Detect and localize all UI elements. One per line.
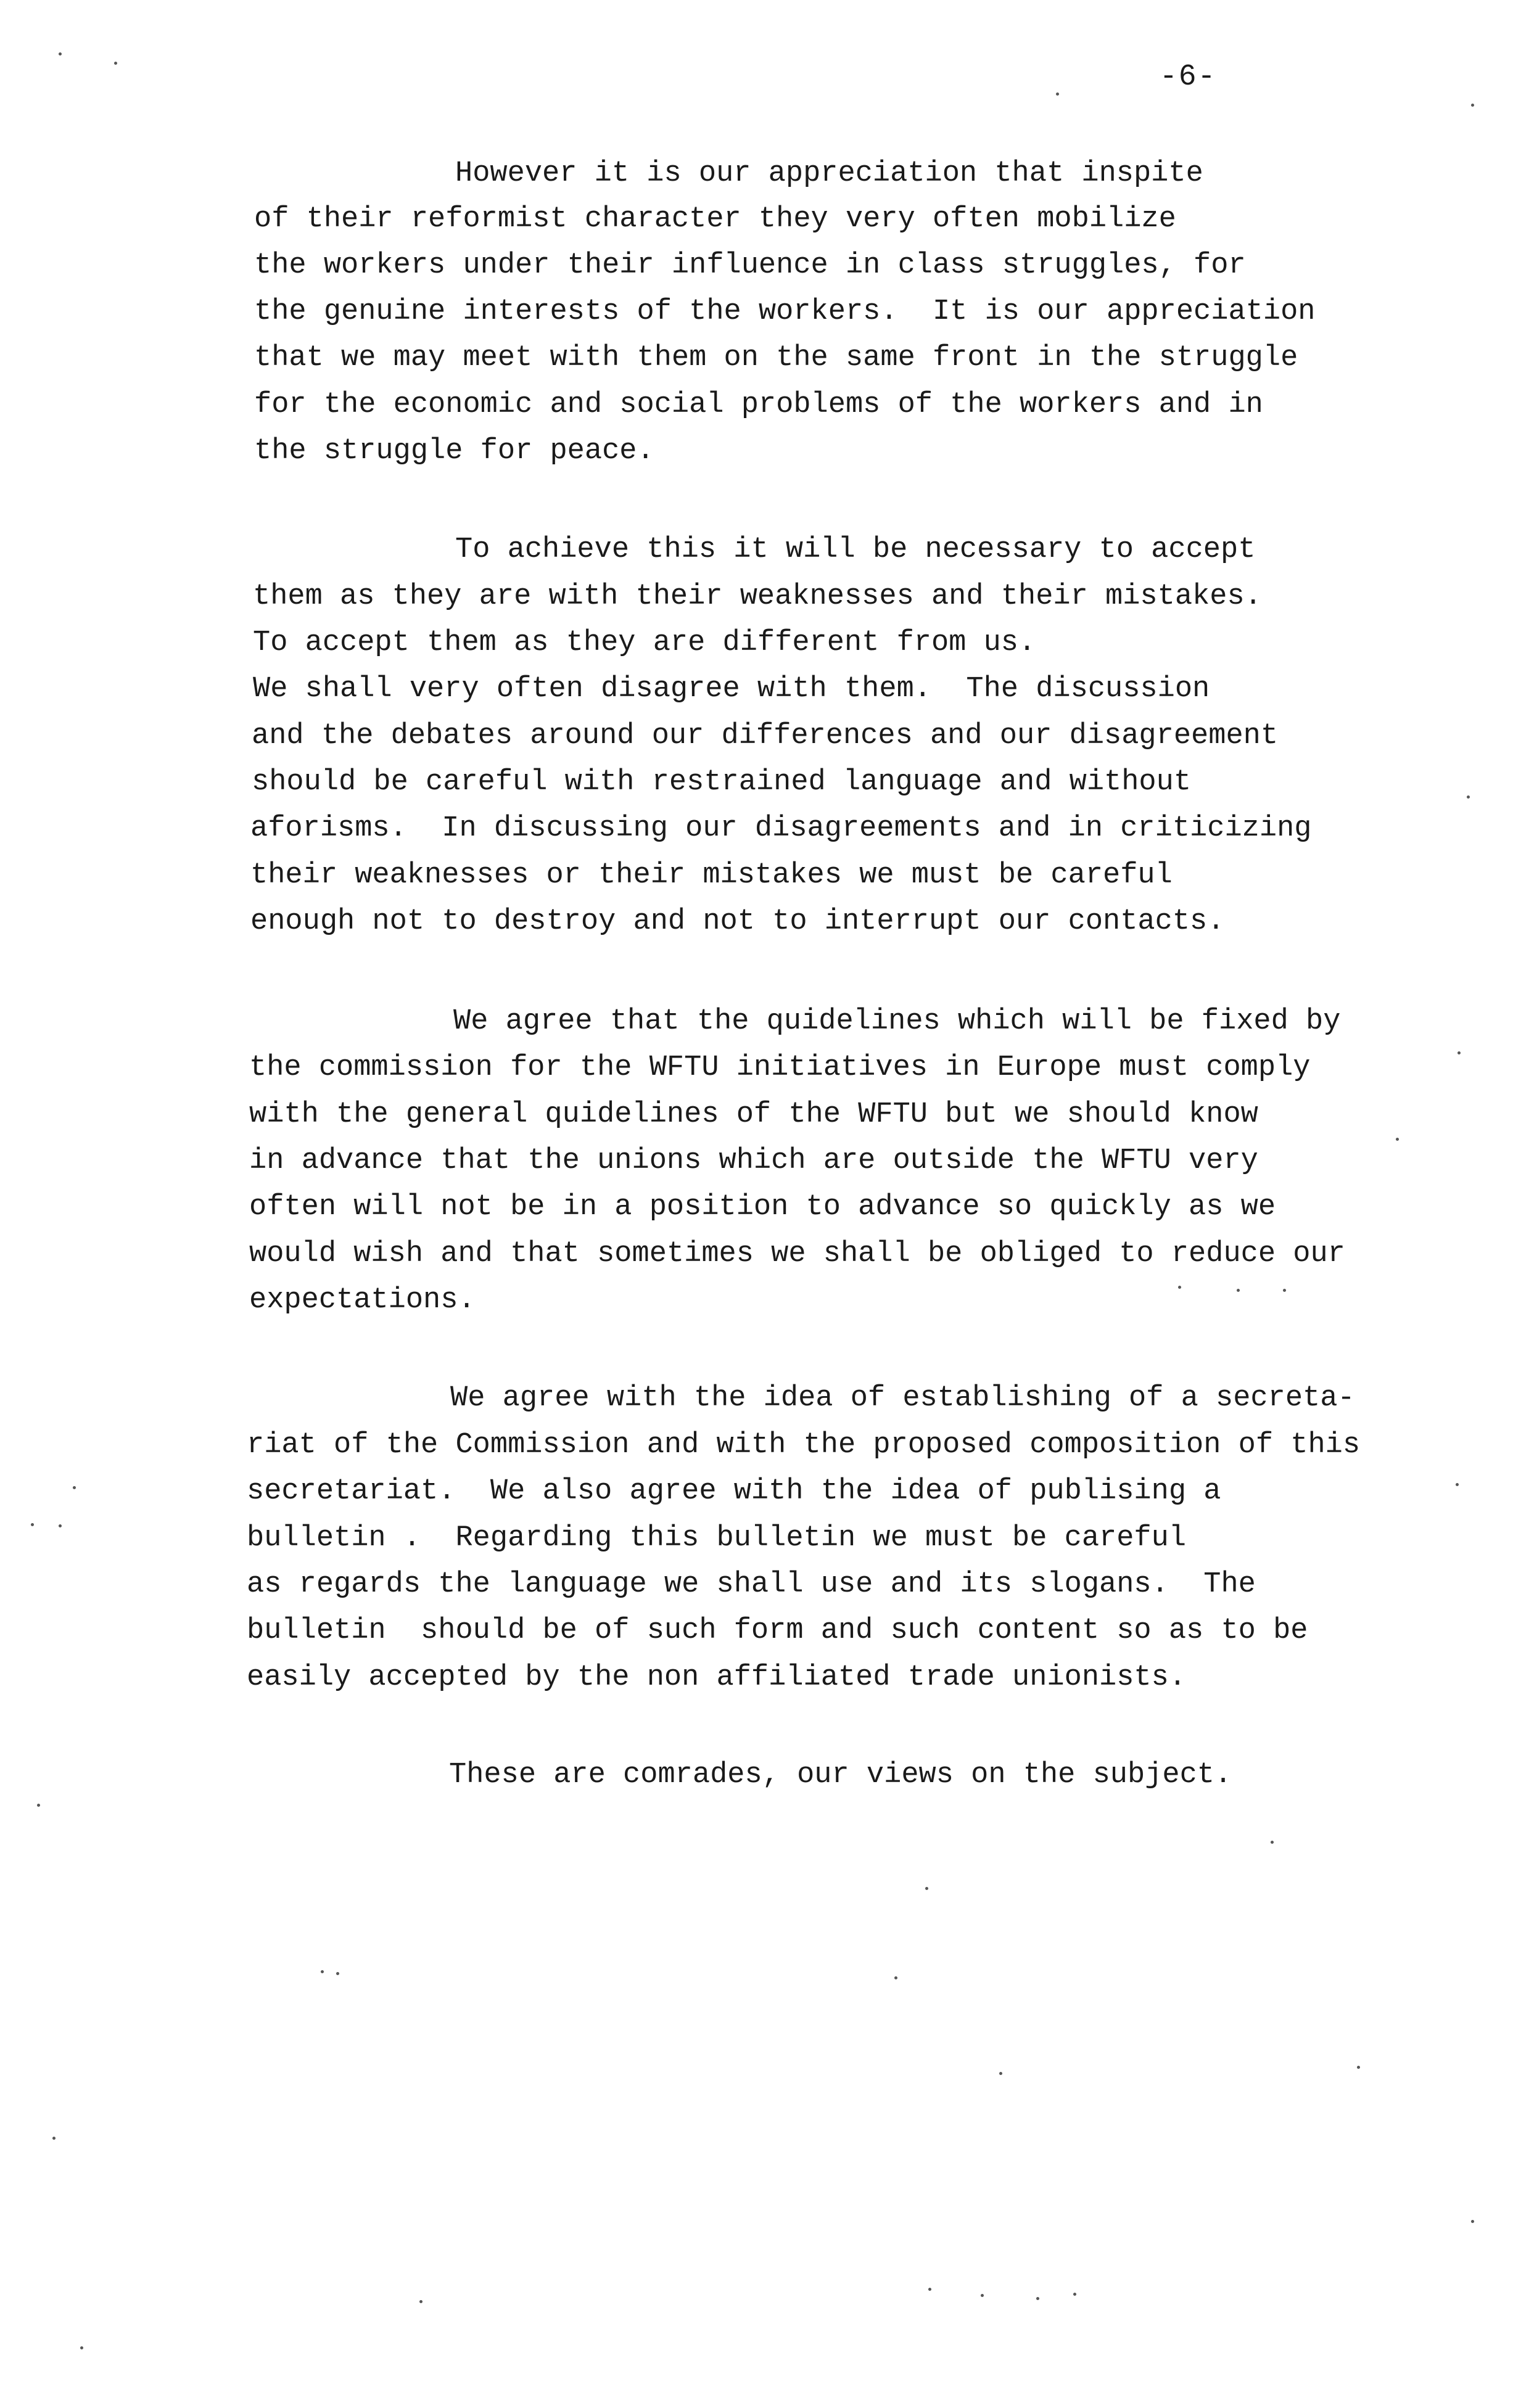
scan-speck [928,2288,931,2291]
scan-speck [1357,2066,1360,2069]
scan-speck [59,52,62,55]
paragraph-line: We agree that the quidelines which will be fixed by [453,1005,1341,1038]
paragraph-line: of their reformist character they very often mobilize [254,203,1176,236]
paragraph-line: These are comrades, our views on the subject. [449,1759,1232,1791]
paragraph-line: To accept them as they are different from us. [253,627,1036,659]
paragraph-line: should be careful with restrained language and without [252,766,1192,799]
paragraph-line: the workers under their influence in class struggles, for [254,249,1246,282]
scan-speck [80,2346,83,2349]
paragraph-line: We shall very often disagree with them. The discussion [253,673,1210,705]
scan-speck [37,1804,40,1807]
scan-speck [1056,92,1059,96]
paragraph-line: We agree with the idea of establishing of a secreta- [450,1382,1355,1415]
scan-speck [1456,1483,1459,1486]
scan-speck [1073,2293,1076,2296]
scan-speck [999,2072,1002,2075]
paragraph-line: often will not be in a position to advance so quickly as we [249,1191,1276,1223]
paragraph-line: their weaknesses or their mistakes we must be careful [250,859,1173,892]
paragraph-line: that we may meet with them on the same front in the struggle [254,342,1298,374]
scan-speck [1178,1286,1181,1289]
scan-speck [1036,2297,1039,2300]
scan-speck [894,1976,897,1979]
scan-speck [981,2294,984,2297]
paragraph-line: them as they are with their weaknesses and their mistakes. [253,580,1262,613]
scan-speck [52,2137,56,2140]
paragraph-line: bulletin should be of such form and such content so as to be [247,1614,1308,1647]
paragraph-line: in advance that the unions which are outside the WFTU very [249,1144,1258,1177]
scan-speck [1283,1289,1286,1292]
paragraph-line: easily accepted by the non affiliated trade unionists. [247,1661,1187,1694]
paragraph-line: To achieve this it will be necessary to accept [455,533,1256,566]
scan-speck [73,1486,76,1489]
scan-speck [925,1887,928,1890]
paragraph-line: aforisms. In discussing our disagreements and in criticizing [250,812,1312,845]
scan-speck [1471,2220,1474,2223]
scan-speck [31,1523,34,1526]
paragraph-line: secretariat. We also agree with the idea of publising a [247,1475,1221,1508]
scan-speck [1271,1841,1274,1844]
paragraph-line: with the general quidelines of the WFTU but we should know [249,1098,1258,1131]
page-number: -6- [1160,60,1217,94]
paragraph-line: expectations. [249,1284,476,1317]
scan-speck [1457,1051,1461,1054]
paragraph-line: and the debates around our differences and our disagreement [252,720,1279,752]
paragraph-line: as regards the language we shall use and its slogans. The [247,1568,1256,1601]
scan-speck [1396,1138,1399,1141]
scan-speck [1237,1289,1240,1292]
paragraph-line: the genuine interests of the workers. It is our appreciation [254,295,1316,328]
paragraph-line: the commission for the WFTU initiatives in Europe must comply [249,1051,1311,1084]
paragraph-line: bulletin . Regarding this bulletin we must be careful [247,1522,1187,1555]
paragraph-line: enough not to destroy and not to interrupt our contacts. [250,905,1225,938]
paragraph-line: the struggle for peace. [254,435,654,467]
paragraph-line: would wish and that sometimes we shall be obliged to reduce our [249,1238,1345,1270]
scan-speck [419,2300,423,2303]
scan-speck [1471,104,1474,107]
scan-speck [336,1972,339,1975]
scan-speck [321,1970,324,1973]
scan-speck [1467,795,1470,799]
scan-speck [59,1524,62,1527]
paragraph-line: riat of the Commission and with the proposed composition of this [247,1429,1361,1461]
paragraph-line: However it is our appreciation that inspite [455,157,1203,190]
paragraph-line: for the economic and social problems of the workers and in [254,388,1263,421]
scan-speck [114,62,117,65]
